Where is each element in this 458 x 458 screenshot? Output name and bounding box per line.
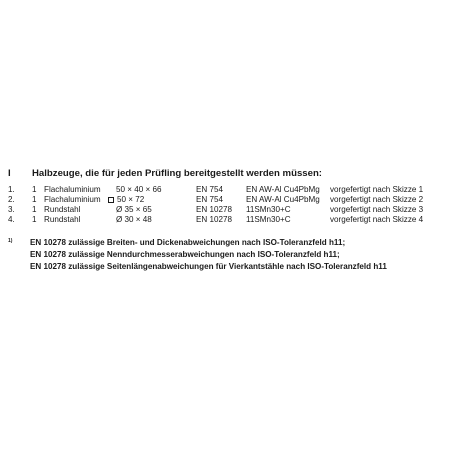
row-number: 1. xyxy=(8,185,15,194)
row-quantity: 1 xyxy=(32,195,37,204)
row-note: vorgefertigt nach Skizze 4 xyxy=(330,215,424,224)
row-standard: EN 754 xyxy=(196,185,223,194)
row-material: 11SMn30+C xyxy=(246,215,291,224)
row-note: vorgefertigt nach Skizze 3 xyxy=(330,205,424,214)
row-number: 2. xyxy=(8,195,15,204)
row-number: 4. xyxy=(8,215,15,224)
footnote-line: EN 10278 zulässige Breiten- und Dickenabweichungen nach ISO-Toleranzfeld h11; xyxy=(30,238,346,247)
table-row xyxy=(0,205,458,215)
square-section-icon xyxy=(108,197,114,203)
row-dimensions: Ø 35 × 65 xyxy=(116,205,152,214)
row-standard: EN 10278 xyxy=(196,205,232,214)
row-quantity: 1 xyxy=(32,205,37,214)
row-material: EN AW-Al Cu4PbMg xyxy=(246,185,320,194)
row-note: vorgefertigt nach Skizze 1 xyxy=(330,185,424,194)
row-standard: EN 10278 xyxy=(196,215,232,224)
table-row xyxy=(0,185,458,195)
section-title: Halbzeuge, die für jeden Prüfling bereitgestellt werden müssen: xyxy=(32,168,323,179)
table-row xyxy=(0,195,458,205)
parts-table xyxy=(0,185,458,225)
row-part-name: Rundstahl xyxy=(44,205,81,214)
row-part-name: Flachaluminium xyxy=(44,185,101,194)
footnote-line: EN 10278 zulässige Nenndurchmesserabweichungen nach ISO-Toleranzfeld h11; xyxy=(30,250,340,259)
section-heading xyxy=(0,168,458,182)
section-number: I xyxy=(8,168,11,179)
row-quantity: 1 xyxy=(32,215,37,224)
row-quantity: 1 xyxy=(32,185,37,194)
row-part-name: Rundstahl xyxy=(44,215,81,224)
row-part-name: Flachaluminium xyxy=(44,195,101,204)
footnote-line: EN 10278 zulässige Seitenlängenabweichungen für Vierkantstähle nach ISO-Toleranzfeld h11 xyxy=(30,262,387,271)
row-number: 3. xyxy=(8,205,15,214)
footnote-marker: 1) xyxy=(8,238,13,244)
row-dimensions: 50 × 40 × 66 xyxy=(116,185,162,194)
row-note: vorgefertigt nach Skizze 2 xyxy=(330,195,424,204)
row-dimensions: 50 × 72 xyxy=(108,195,144,205)
row-standard: EN 754 xyxy=(196,195,223,204)
row-material: EN AW-Al Cu4PbMg xyxy=(246,195,320,204)
table-row xyxy=(0,215,458,225)
row-material: 11SMn30+C xyxy=(246,205,291,214)
row-dimensions: Ø 30 × 48 xyxy=(116,215,152,224)
